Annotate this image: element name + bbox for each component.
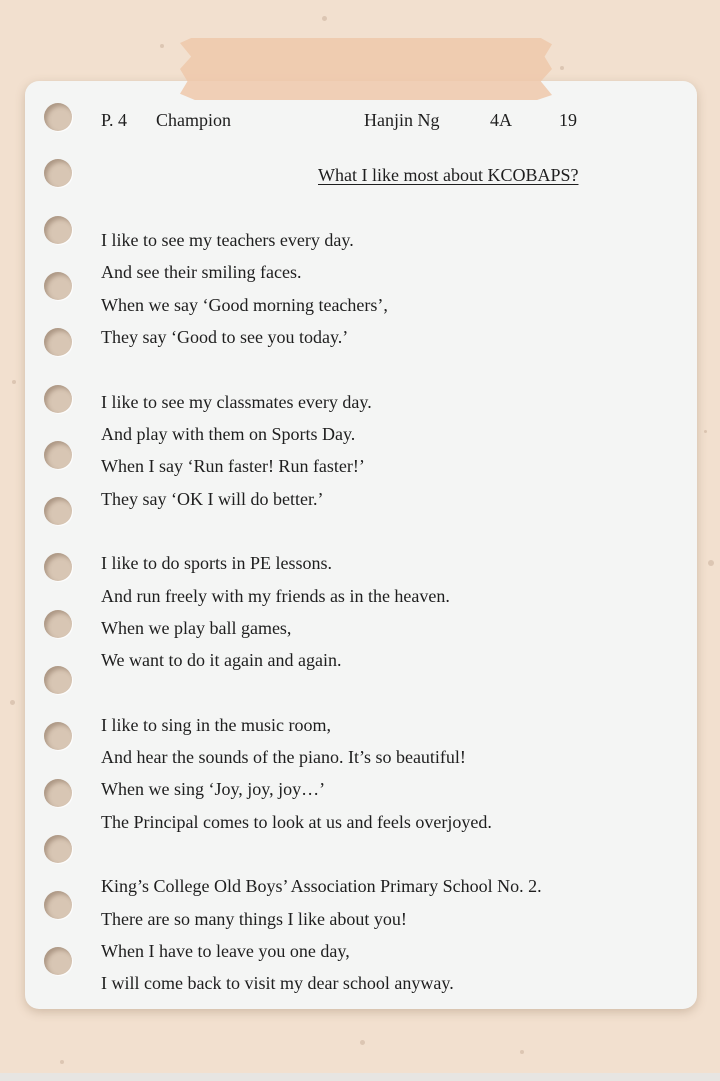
poem-stanza: [101, 712, 681, 842]
poem-line: I like to see my classmates every day.: [101, 391, 372, 412]
poem-stanza: [101, 873, 681, 1003]
poem-line: And play with them on Sports Day.: [101, 423, 356, 444]
notebook-hole: [44, 553, 72, 581]
notebook-hole: [44, 497, 72, 525]
poem-line: We want to do it again and again.: [101, 650, 342, 671]
poem-line: And hear the sounds of the piano. It’s so beautiful!: [101, 747, 466, 768]
poem-line: When I have to leave you one day,: [101, 941, 350, 962]
poem-line: There are so many things I like about you!: [101, 908, 407, 929]
notebook-hole: [44, 216, 72, 244]
student-number: 19: [559, 110, 577, 130]
poem-line: And see their smiling faces.: [101, 262, 302, 283]
background-speck: [708, 560, 714, 566]
class-label: 4A: [490, 110, 512, 130]
background-speck: [12, 380, 16, 384]
notebook-hole: [44, 385, 72, 413]
notebook-hole: [44, 835, 72, 863]
poem-line: I like to see my teachers every day.: [101, 230, 354, 250]
notebook-hole: [44, 159, 72, 187]
poem-title: What I like most about KCOBAPS?: [318, 165, 579, 185]
poem-line: I like to do sports in PE lessons.: [101, 553, 333, 574]
poem-line: When I say ‘Run faster! Run faster!’: [101, 456, 365, 477]
author-name: Hanjin Ng: [364, 110, 440, 130]
poem-line: The Principal comes to look at us and feels overjoyed.: [101, 811, 492, 832]
background-speck: [160, 44, 164, 48]
poem-line: When we say ‘Good morning teachers’,: [101, 294, 388, 315]
background-speck: [704, 430, 707, 433]
poem-stanza: [101, 389, 681, 519]
notebook-hole: [44, 666, 72, 694]
notebook-hole: [44, 891, 72, 919]
notebook-hole: [44, 272, 72, 300]
background-speck: [520, 1050, 524, 1054]
notebook-hole: [44, 328, 72, 356]
poem-body: [101, 227, 681, 1035]
poem-line: They say ‘Good to see you today.’: [101, 327, 349, 348]
grade-label: P. 4: [101, 110, 128, 130]
poem-line: I like to sing in the music room,: [101, 714, 331, 735]
notebook-hole: [44, 610, 72, 638]
background-speck: [60, 1060, 64, 1064]
poem-line: King’s College Old Boys’ Association Primary School No. 2.: [101, 876, 542, 897]
poem-line: When we play ball games,: [101, 617, 292, 638]
notebook-hole: [44, 779, 72, 807]
notebook-hole: [44, 722, 72, 750]
background-speck: [360, 1040, 365, 1045]
award-label: Champion: [156, 110, 231, 130]
bottom-edge: [0, 1073, 720, 1081]
background-speck: [322, 16, 327, 21]
background-speck: [10, 700, 15, 705]
entry-header: [0, 108, 720, 134]
poem-stanza: [101, 550, 681, 680]
poem-stanza: [101, 227, 681, 357]
masking-tape: [180, 38, 552, 100]
poem-line: They say ‘OK I will do better.’: [101, 488, 324, 509]
poem-line: I will come back to visit my dear school anyway.: [101, 973, 454, 994]
notebook-hole: [44, 947, 72, 975]
poem-line: When we sing ‘Joy, joy, joy…’: [101, 779, 326, 800]
background-speck: [560, 66, 564, 70]
notebook-hole: [44, 441, 72, 469]
poem-line: And run freely with my friends as in the heaven.: [101, 585, 450, 606]
